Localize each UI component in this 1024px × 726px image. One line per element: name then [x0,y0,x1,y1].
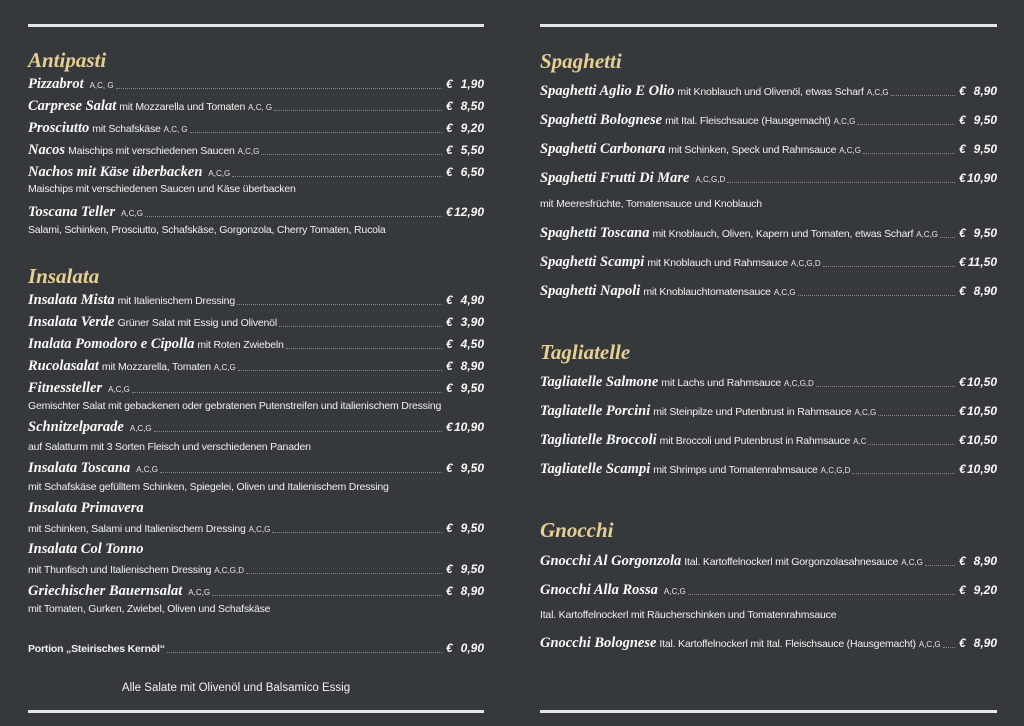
menu-item [540,633,997,653]
item-price [959,372,997,392]
currency-symbol: € [446,337,453,351]
item-description: mit Schafskäse gefülltem Schinken, Spiegelei, Oliven und Italienischem Dressing [28,481,389,493]
item-name: Insalata Verde [28,314,115,330]
item-price [959,401,997,421]
item-name: Gnocchi Al Gorgonzola [540,553,682,569]
dot-leader [145,216,442,217]
item-price [959,430,997,450]
menu-item [28,312,484,332]
price-amount: 9,50 [460,381,484,395]
menu-item [28,334,484,354]
dot-leader [852,473,955,474]
item-description: mit Shrimps und Tomatenrahmsauce [653,464,818,476]
allergen-codes: A,C,G [108,385,130,394]
menu-item [28,417,484,437]
item-name: Toscana Teller [28,204,116,220]
price-amount: 9,50 [973,226,997,240]
item-name: Rucolasalat [28,358,99,374]
allergen-codes: A,C,G [663,587,686,596]
allergen-codes: A,C,G [916,230,939,239]
price-amount: 8,90 [973,84,997,98]
item-price [446,581,484,601]
section-title: Tagliatelle [540,340,631,364]
item-price [959,252,997,272]
item-name: Spaghetti Carbonara [540,141,666,157]
note-row [28,678,444,698]
dot-leader [167,652,442,653]
menu-item [540,459,997,479]
item-name: Tagliatelle Salmone [540,374,659,390]
item-name: Pizzabrot [28,76,84,92]
price-amount: 5,50 [460,143,484,157]
allergen-codes: A,C,G,D [784,379,814,388]
menu-item [540,168,997,188]
menu-item [540,551,997,571]
item-price [446,458,484,478]
section-heading-row [540,51,997,77]
item-price [959,223,997,243]
item-description: mit Meeresfrüchte, Tomatensauce und Knoblauch [540,198,762,210]
price-amount: 10,50 [966,375,997,389]
item-price [446,118,484,138]
menu-item [28,559,484,579]
menu-column-left [28,0,484,726]
portion-row [28,638,484,658]
menu-item [28,290,484,310]
dot-leader [132,392,442,393]
currency-symbol: € [446,165,453,179]
item-name: Carprese Salat [28,98,117,114]
item-description: mit Broccoli und Putenbrust in Rahmsauce [659,435,851,447]
item-price [959,580,997,600]
item-description: mit Knoblauch, Oliven, Kapern und Tomaten, etwas Scharf [652,228,914,240]
allergen-codes: A,C,G [773,288,796,297]
section-title: Spaghetti [540,49,622,73]
price-amount: 9,20 [973,583,997,597]
menu-item [540,81,997,101]
price-amount: 9,20 [460,121,484,135]
allergen-codes: A,C,G [854,408,877,417]
item-name: Gnocchi Bolognese [540,635,657,651]
dot-leader [154,431,442,432]
menu-item [540,372,997,392]
item-name: Tagliatelle Broccoli [540,432,657,448]
item-description: mit Tomaten, Gurken, Zwiebel, Oliven und Schafskäse [28,603,271,615]
item-description: mit Italienischem Dressing [117,295,235,307]
menu-item [28,458,484,478]
item-name: Spaghetti Napoli [540,283,641,299]
price-amount: 4,90 [460,293,484,307]
item-name: Insalata Mista [28,292,115,308]
allergen-codes: A,C,G [248,525,271,534]
menu-item [28,202,484,222]
dot-leader [891,95,955,96]
item-description: mit Knoblauch und Olivenöl, etwas Scharf [677,86,864,98]
item-description: Salami, Schinken, Prosciutto, Schafskäse, Gorgonzola, Cherry Tomaten, Rucola [28,224,386,236]
section-heading-row [28,266,484,292]
item-price [959,110,997,130]
item-name: Schnitzelparade [28,419,124,435]
allergen-codes: A,C, G [248,103,273,112]
dot-leader [688,594,955,595]
item-price [959,168,997,188]
price-amount: 8,90 [460,584,484,598]
dot-leader [727,182,955,183]
allergen-codes: A,C,G,D [790,259,821,268]
currency-symbol: € [959,84,966,98]
desc-row [28,396,484,416]
dot-leader [272,532,442,533]
item-price [446,140,484,160]
item-price [446,378,484,398]
allergen-codes: A,C,G,D [214,566,245,575]
item-description: mit Mozzarella und Tomaten [119,101,246,113]
item-name: Insalata Primavera [28,500,144,516]
dot-leader [857,124,955,125]
item-price [959,281,997,301]
dot-leader [878,415,955,416]
price-amount: 10,90 [966,171,997,185]
currency-symbol: € [446,121,453,135]
currency-symbol: € [446,381,453,395]
desc-row [540,605,997,625]
dot-leader [279,326,442,327]
item-description: Ital. Kartoffelnockerl mit Ital. Fleischsauce (Hausgemacht) [659,638,916,650]
price-amount: 10,50 [966,404,997,418]
allergen-codes: A,C,G,D [820,466,851,475]
item-name: Inalata Pomodoro e Cipolla [28,336,195,352]
price-amount: 9,50 [460,521,484,535]
item-description: mit Schafskäse [92,123,161,135]
menu-item [28,378,484,398]
currency-symbol: € [446,359,453,373]
currency-symbol: € [959,404,966,418]
menu-item [28,356,484,376]
item-name: Nachos mit Käse überbacken [28,164,203,180]
price-amount: 12,90 [453,205,484,219]
price-amount: 9,50 [460,562,484,576]
dot-leader [274,110,442,111]
dot-leader [286,348,442,349]
currency-symbol: € [446,521,453,535]
price-amount: 9,50 [973,142,997,156]
item-price [446,356,484,376]
currency-symbol: € [959,142,966,156]
item-name: Griechischer Bauernsalat [28,583,183,599]
currency-symbol: € [446,99,453,113]
price-amount: 4,50 [460,337,484,351]
price-amount: 10,50 [966,433,997,447]
item-name: Prosciutto [28,120,90,136]
price-amount: 10,90 [453,420,484,434]
allergen-codes: A,C,G [866,88,889,97]
dot-leader [823,266,955,267]
item-description: mit Schinken, Speck und Rahmsauce [668,144,837,156]
menu-item [28,74,484,94]
dot-leader [798,295,955,296]
item-name: Nacos [28,142,66,158]
currency-symbol: € [446,461,453,475]
item-price [446,334,484,354]
price-amount: 8,50 [460,99,484,113]
dot-leader [863,153,955,154]
section-heading-row [28,50,484,76]
menu-item [540,401,997,421]
price-amount: 8,90 [973,284,997,298]
item-name: Gnocchi Alla Rossa [540,582,658,598]
allergen-codes: A,C,G [121,209,143,218]
desc-row [28,179,484,199]
allergen-codes: A,C,G [136,465,158,474]
item-price [959,81,997,101]
section-title: Antipasti [28,48,107,72]
item-price [446,74,484,94]
item-description: Grüner Salat mit Essig und Olivenöl [117,317,277,329]
item-description: Maischips mit verschiedenen Saucen und Käse überbacken [28,183,296,195]
item-price [446,638,484,658]
item-description: mit Mozzarella, Tomaten [101,361,211,373]
item-price [959,139,997,159]
price-amount: 3,90 [460,315,484,329]
menu-item [28,581,484,601]
allergen-codes: A,C,G [213,363,236,372]
item-price [959,551,997,571]
currency-symbol: € [959,462,966,476]
dot-leader [160,472,442,473]
currency-symbol: € [446,584,453,598]
desc-row [28,437,484,457]
menu-item [540,281,997,301]
item-name: Tagliatelle Porcini [540,403,651,419]
item-name: Insalata Col Tonno [28,541,144,557]
currency-symbol: € [446,641,453,655]
dot-leader [246,573,442,574]
item-price [446,290,484,310]
item-price [959,459,997,479]
currency-symbol: € [959,554,966,568]
desc-row [28,477,484,497]
menu-item [28,96,484,116]
currency-symbol: € [446,315,453,329]
dot-leader [925,565,955,566]
item-description: Ital. Kartoffelnockerl mit Räucherschinken und Tomatenrahmsauce [540,609,837,621]
item-name: Spaghetti Aglio E Olio [540,83,675,99]
allergen-codes: A,C,G [901,558,923,567]
section-title: Gnocchi [540,518,614,542]
menu-item [540,223,997,243]
portion-label: Portion „Steirisches Kernöl“ [28,643,165,655]
section-heading-row [540,342,997,368]
dot-leader [816,386,955,387]
allergen-codes: A,C,G [833,117,856,126]
currency-symbol: € [446,77,453,91]
price-amount: 9,50 [973,113,997,127]
currency-symbol: € [959,583,966,597]
item-description: Gemischter Salat mit gebackenen oder gebratenen Putenstreifen und italienischem Dressing [28,400,442,412]
dot-leader [868,444,955,445]
section-title: Insalata [28,264,100,288]
menu-item [28,140,484,160]
price-amount: 9,50 [460,461,484,475]
currency-symbol: € [446,143,453,157]
item-description: mit Roten Zwiebeln [197,339,284,351]
item-price [446,518,484,538]
item-price [446,96,484,116]
menu-item [540,252,997,272]
item-name: Fitnessteller [28,380,103,396]
item-price [446,559,484,579]
menu-item [540,430,997,450]
currency-symbol: € [446,293,453,307]
desc-row [28,220,484,240]
desc-row [28,599,484,619]
allergen-codes: A,C,G [129,424,152,433]
item-description: auf Salatturm mit 3 Sorten Fleisch und verschiedenen Panaden [28,441,311,453]
price-amount: 8,90 [973,636,997,650]
item-description: mit Ital. Fleischsauce (Hausgemacht) [665,115,831,127]
allergen-codes: A,C,G [918,640,941,649]
menu-item [28,498,484,518]
item-name: Insalata Toscana [28,460,131,476]
item-name: Tagliatelle Scampi [540,461,651,477]
item-price [959,633,997,653]
price-amount: 8,90 [460,359,484,373]
currency-symbol: € [446,205,453,219]
currency-symbol: € [959,255,966,269]
dot-leader [212,595,442,596]
menu-item [540,580,997,600]
section-heading-row [540,520,997,546]
menu-item [28,118,484,138]
item-name: Spaghetti Toscana [540,225,650,241]
price-amount: 6,50 [460,165,484,179]
dot-leader [116,88,442,89]
currency-symbol: € [959,284,966,298]
currency-symbol: € [959,375,966,389]
dot-leader [940,237,955,238]
item-description: mit Thunfisch und Italienischem Dressing [28,564,212,576]
allergen-codes: A,C,G [188,588,211,597]
item-name: Spaghetti Frutti Di Mare [540,170,690,186]
item-price [446,312,484,332]
currency-symbol: € [446,420,453,434]
item-name: Spaghetti Bolognese [540,112,663,128]
menu-item [28,518,484,538]
allergen-codes: A,C,G [839,146,861,155]
item-description: Ital. Kartoffelnockerl mit Gorgonzolasahnesauce [684,556,899,568]
allergen-codes: A,C, G [163,125,188,134]
price-amount: 0,90 [460,641,484,655]
dot-leader [237,304,442,305]
item-description: Maischips mit verschiedenen Saucen [68,145,235,157]
item-price [446,417,484,437]
menu-item [28,539,484,559]
allergen-codes: A,C, G [89,81,114,90]
item-price [446,202,484,222]
price-amount: 11,50 [967,255,997,269]
currency-symbol: € [959,433,966,447]
dot-leader [238,370,442,371]
allergen-codes: A,C,G,D [695,175,726,184]
footer-note: Alle Salate mit Olivenöl und Balsamico Essig [121,682,351,694]
dot-leader [232,176,442,177]
currency-symbol: € [959,171,966,185]
price-amount: 1,90 [460,77,484,91]
dot-leader [943,647,955,648]
price-amount: 8,90 [973,554,997,568]
currency-symbol: € [959,226,966,240]
item-description: mit Schinken, Salami und Italienischem Dressing [28,523,246,535]
item-description: mit Lachs und Rahmsauce [661,377,782,389]
allergen-codes: A,C,G [208,169,231,178]
item-description: mit Steinpilze und Putenbrust in Rahmsauce [653,406,852,418]
desc-row [540,194,997,214]
menu-item [540,139,997,159]
item-name: Spaghetti Scampi [540,254,645,270]
dot-leader [190,132,442,133]
allergen-codes: A,C [853,437,867,446]
currency-symbol: € [959,113,966,127]
menu-item [540,110,997,130]
dot-leader [261,154,442,155]
currency-symbol: € [959,636,966,650]
price-amount: 10,90 [966,462,997,476]
allergen-codes: A,C,G [237,147,260,156]
item-description: mit Knoblauch und Rahmsauce [647,257,788,269]
item-description: mit Knoblauchtomatensauce [643,286,771,298]
currency-symbol: € [446,562,453,576]
menu-column-right [540,0,997,726]
